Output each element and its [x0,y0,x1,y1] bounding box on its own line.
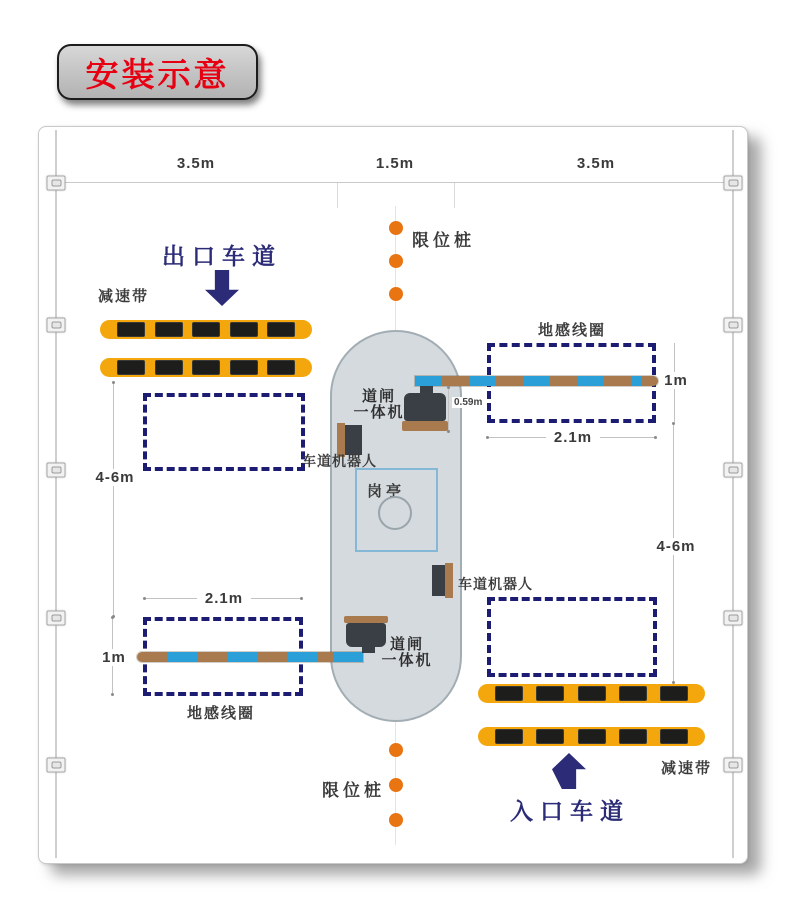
measure-end [654,436,657,439]
title-badge [57,44,258,100]
gate-label-line1: 道闸 [361,388,396,405]
gate-post-bottom [362,646,375,653]
robot-label-top: 车道机器人 [302,453,377,469]
limit-post-label-bottom: 限位桩 [322,781,385,800]
robot-body [432,565,445,596]
measure-end [447,430,450,433]
limit-post-label-top: 限位桩 [412,231,475,250]
wall-clamp-icon [724,176,743,191]
ground-coil-bottom-right [487,597,657,677]
gate-base-bottom [344,616,388,623]
lane-robot-bottom [432,563,453,598]
measure-end [486,436,489,439]
gate-machine-top [404,393,446,421]
limit-post-dot [389,287,403,301]
coil-label-top: 地感线圈 [538,322,607,339]
speed-bump-label-top: 减速带 [98,288,150,305]
lane-distance-label-left: 4-6m [91,469,139,486]
page-title: 安装示意 [85,55,230,93]
measure-end [300,597,303,600]
limit-post-dot [389,743,403,757]
exit-lane-title: 出口车道 [162,243,282,269]
gate-label-line1: 道闸 [389,636,424,653]
gate-base-top [402,421,448,431]
barrier-arm-bottom [137,652,363,662]
coil-height-label-bottom: 1m [97,649,131,666]
speed-bump-bar [478,727,705,746]
left-wall-line [55,130,57,858]
ruler-tick-right [454,183,455,208]
measure-end [112,381,115,384]
limit-post-dot [389,254,403,268]
wall-clamp-icon [724,611,743,626]
speed-bump-bar [478,684,705,703]
wall-clamp-icon [47,463,66,478]
guard-booth-label: 岗亭 [367,483,406,500]
measure-end [143,597,146,600]
speed-bump-label-bottom: 减速带 [661,760,713,777]
speed-bump-bar [100,358,312,377]
robot-brown-panel [445,563,453,598]
ruler-label-center: 1.5m [375,155,415,172]
limit-post-dot [389,778,403,792]
limit-post-dot [389,221,403,235]
coil-label-bottom: 地感线圈 [187,705,256,722]
coil-width-label-top: 2.1m [546,429,600,446]
gate-label-bottom [378,637,436,669]
gate-label-line2: 一体机 [381,652,433,669]
speed-bump-bar [100,320,312,339]
robot-label-bottom: 车道机器人 [458,576,533,592]
right-wall-line [732,130,734,858]
gate-label-line2: 一体机 [353,404,405,421]
ruler-label-right: 3.5m [576,155,616,172]
measure-end [447,386,450,389]
measure-end [111,693,114,696]
ruler-tick-left [337,183,338,208]
barrier-arm-top [415,376,658,386]
wall-clamp-icon [47,758,66,773]
entry-lane-title: 入口车道 [510,798,630,824]
gate-height-label: 0.59m [454,397,483,408]
wall-clamp-icon [724,463,743,478]
wall-clamp-icon [47,611,66,626]
coil-height-label-top: 1m [659,372,693,389]
measure-end [111,616,114,619]
coil-width-label-bottom: 2.1m [197,590,251,607]
gate-height-line [448,387,449,432]
wall-clamp-icon [47,176,66,191]
wall-clamp-icon [724,318,743,333]
gate-label-top [352,389,406,421]
limit-post-dot [389,813,403,827]
wall-clamp-icon [47,318,66,333]
measure-end [672,422,675,425]
wall-clamp-icon [724,758,743,773]
ruler-label-left: 3.5m [176,155,216,172]
booth-circle [378,496,412,530]
lane-distance-line-left [113,382,114,617]
lane-distance-label-right: 4-6m [650,538,702,555]
ground-coil-top-left [143,393,305,471]
top-ruler-line [56,182,733,183]
